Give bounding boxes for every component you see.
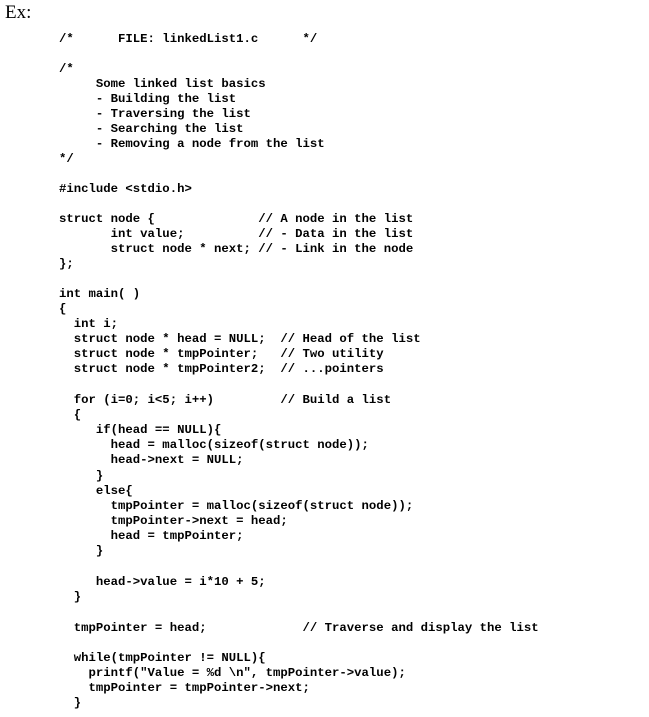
code-line: { (59, 408, 82, 422)
code-line: } (59, 590, 82, 604)
code-line: struct node * next; // - Link in the node (59, 242, 414, 256)
code-line: printf("Value = %d \n", tmpPointer->value); (59, 666, 406, 680)
code-line: } (59, 544, 104, 558)
code-line: - Traversing the list (59, 107, 251, 121)
code-line: } (59, 469, 104, 483)
code-line: - Building the list (59, 92, 237, 106)
code-line: tmpPointer = head; // Traverse and display the list (59, 621, 539, 635)
code-line: { (59, 302, 67, 316)
code-line: */ (59, 152, 74, 166)
code-line: tmpPointer->next = head; (59, 514, 288, 528)
code-line: tmpPointer = malloc(sizeof(struct node)); (59, 499, 414, 513)
code-line: head = tmpPointer; (59, 529, 244, 543)
code-line: head->next = NULL; (59, 453, 244, 467)
example-heading: Ex: (5, 2, 32, 23)
code-line: int main( ) (59, 287, 141, 301)
code-line: #include <stdio.h> (59, 182, 192, 196)
code-line: else{ (59, 484, 133, 498)
code-line: int i; (59, 317, 119, 331)
code-line: int value; // - Data in the list (59, 227, 414, 241)
code-line: struct node * tmpPointer2; // ...pointers (59, 362, 384, 376)
code-line: - Removing a node from the list (59, 137, 325, 151)
code-line: }; (59, 257, 74, 271)
code-line: Some linked list basics (59, 77, 266, 91)
code-line: struct node { // A node in the list (59, 212, 414, 226)
code-line: if(head == NULL){ (59, 423, 222, 437)
code-line: - Searching the list (59, 122, 244, 136)
code-line: struct node * head = NULL; // Head of the list (59, 332, 421, 346)
code-line: tmpPointer = tmpPointer->next; (59, 681, 310, 695)
code-line: for (i=0; i<5; i++) // Build a list (59, 393, 392, 407)
code-line: head = malloc(sizeof(struct node)); (59, 438, 369, 452)
code-line: while(tmpPointer != NULL){ (59, 651, 266, 665)
code-line: head->value = i*10 + 5; (59, 575, 266, 589)
code-line: /* (59, 62, 74, 76)
code-line: struct node * tmpPointer; // Two utility (59, 347, 384, 361)
code-line: /* FILE: linkedList1.c */ (59, 32, 318, 46)
code-line: } (59, 696, 82, 710)
